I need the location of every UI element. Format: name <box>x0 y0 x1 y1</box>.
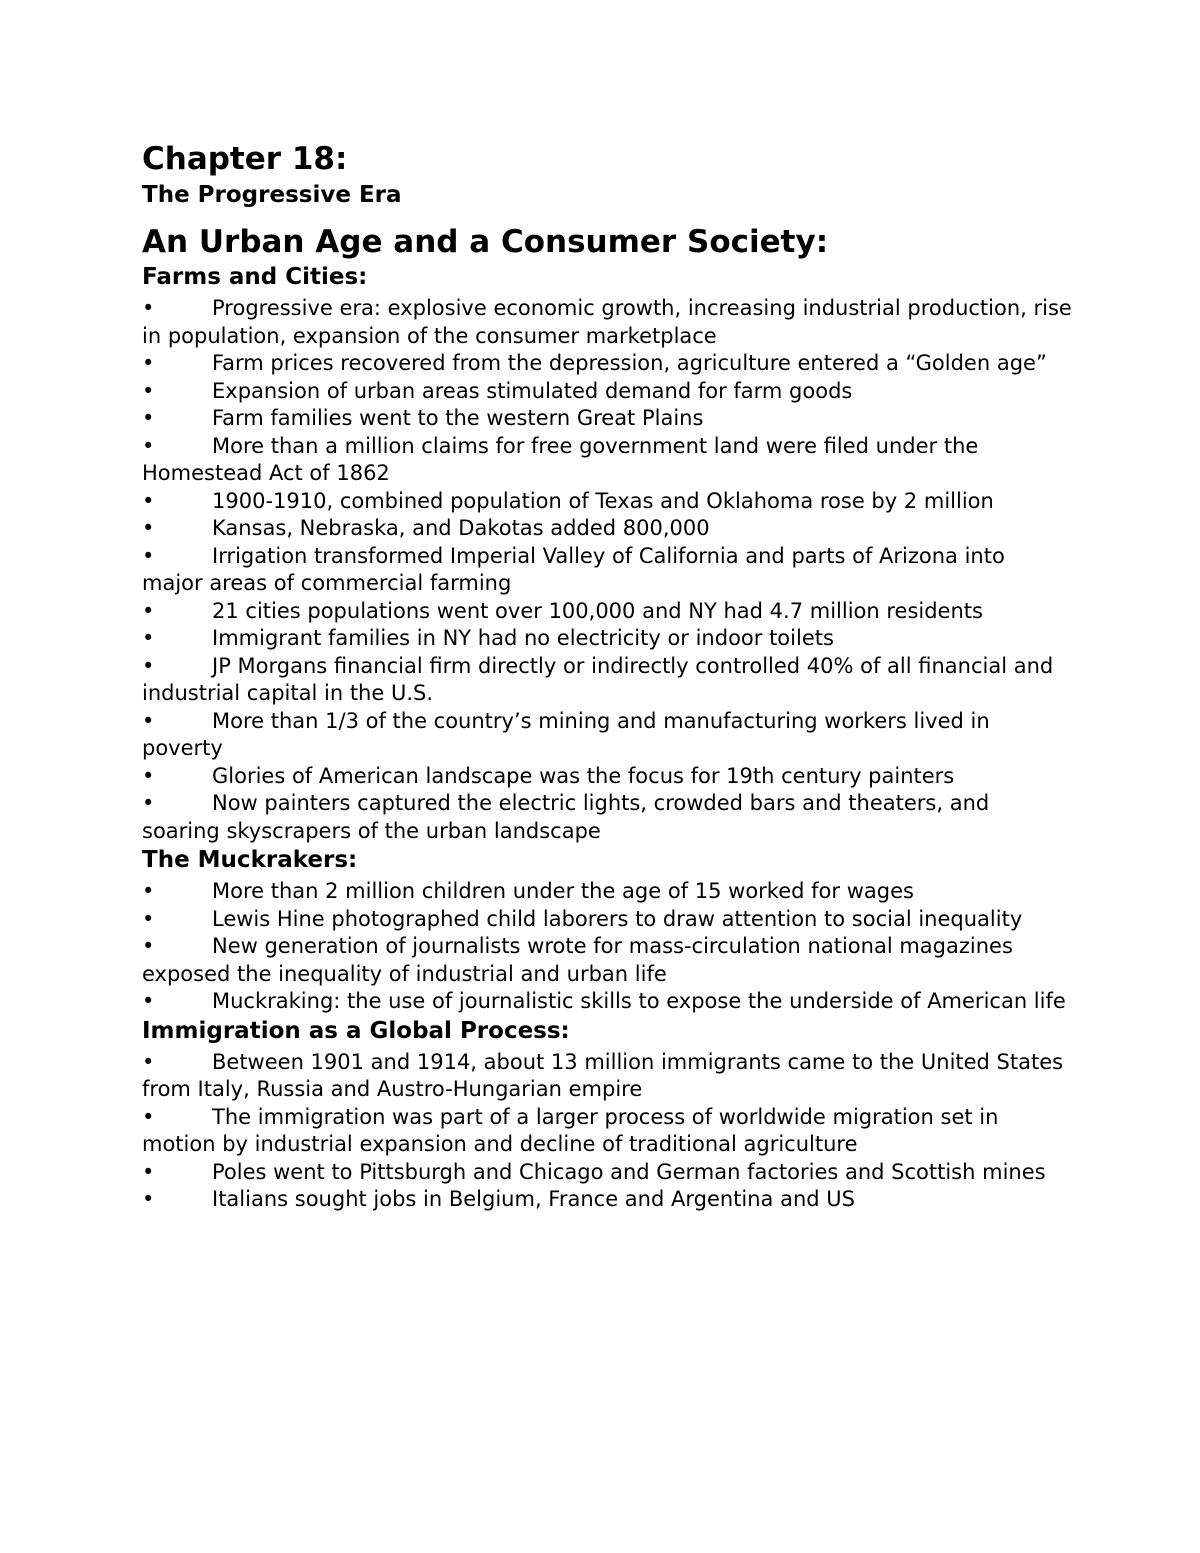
bullet-icon: • <box>142 516 155 540</box>
list-item <box>142 350 1072 378</box>
bullet-icon: • <box>142 1187 155 1211</box>
list-item-text: Poles went to Pittsburgh and Chicago and German factories and Scottish mines <box>212 1159 1046 1184</box>
list-item <box>142 1159 1072 1187</box>
chapter-title: Chapter 18: <box>142 141 348 177</box>
list-item <box>142 488 1072 516</box>
list-item-text: Lewis Hine photographed child laborers to draw attention to social inequality <box>212 906 1023 931</box>
bullet-icon: • <box>142 351 155 375</box>
list-item-text: Expansion of urban areas stimulated demand for farm goods <box>212 378 853 403</box>
bullet-icon: • <box>142 879 155 903</box>
list-item-text: Immigrant families in NY had no electricity or indoor toilets <box>212 626 834 650</box>
bullet-icon: • <box>142 906 155 931</box>
list-item-text: More than 1/3 of the country’s mining and manufacturing workers lived in poverty <box>142 708 990 760</box>
list-item <box>142 295 1072 350</box>
chapter-subtitle: The Progressive Era <box>142 182 402 208</box>
list-item-text: Farm prices recovered from the depression, agriculture entered a “Golden age” <box>212 351 1047 375</box>
subsection-heading: The Muckrakers: <box>142 847 358 873</box>
list-item-text: 21 cities populations went over 100,000 and NY had 4.7 million residents <box>212 598 983 623</box>
list-item-text: Irrigation transformed Imperial Valley of California and parts of Arizona into major areas of commercial farming <box>142 543 1005 595</box>
list-item-text: Italians sought jobs in Belgium, France and Argentina and US <box>212 1187 855 1211</box>
list-item <box>142 933 1072 988</box>
list-item-text: Progressive era: explosive economic growth, increasing industrial production, rise in population, expansion of the consumer marketplace <box>142 296 1072 348</box>
list-item-text: The immigration was part of a larger process of worldwide migration set in motion by industrial expansion and decline of traditional agriculture <box>142 1104 999 1156</box>
subsection-farms-and-cities <box>142 262 1072 845</box>
list-item <box>142 790 1072 845</box>
subsection-heading: Immigration as a Global Process: <box>142 1017 570 1044</box>
list-item-text: More than 2 million children under the age of 15 worked for wages <box>212 879 914 903</box>
bullet-icon: • <box>142 626 155 650</box>
list-item-text: Between 1901 and 1914, about 13 million immigrants came to the United States from Italy, Russia and Austro-Hungarian empire <box>142 1049 1064 1101</box>
list-item <box>142 1186 1072 1214</box>
section-title: An Urban Age and a Consumer Society: <box>142 224 829 260</box>
list-item <box>142 515 1072 543</box>
bullet-icon: • <box>142 989 155 1013</box>
subsection-heading: Farms and Cities: <box>142 264 368 290</box>
bullet-icon: • <box>142 1049 155 1074</box>
bullet-icon: • <box>142 543 155 568</box>
document-page <box>142 138 1072 1214</box>
subsection-the-muckrakers <box>142 845 1072 1016</box>
bullet-icon: • <box>142 934 155 958</box>
list-item <box>142 543 1072 598</box>
list-item-text: 1900-1910, combined population of Texas and Oklahoma rose by 2 million <box>212 488 994 513</box>
list-item <box>142 653 1072 708</box>
bullet-list <box>142 1049 1072 1214</box>
list-item-text: New generation of journalists wrote for mass-circulation national magazines exposed the inequality of industrial and urban life <box>142 934 1013 986</box>
list-item <box>142 906 1072 934</box>
list-item-text: Now painters captured the electric lights, crowded bars and theaters, and soaring skyscrapers of the urban landscape <box>142 791 990 843</box>
list-item <box>142 763 1072 791</box>
bullet-list <box>142 295 1072 845</box>
list-item <box>142 405 1072 433</box>
list-item <box>142 1049 1072 1104</box>
bullet-icon: • <box>142 1104 155 1129</box>
list-item <box>142 878 1072 906</box>
subsection-immigration-as-a-global-process <box>142 1016 1072 1214</box>
list-item <box>142 625 1072 653</box>
bullet-icon: • <box>142 763 155 788</box>
list-item <box>142 1104 1072 1159</box>
bullet-icon: • <box>142 598 155 623</box>
list-item-text: More than a million claims for free government land were filed under the Homestead Act of 1862 <box>142 433 979 485</box>
bullet-icon: • <box>142 433 155 458</box>
bullet-icon: • <box>142 791 155 815</box>
bullet-icon: • <box>142 406 155 430</box>
list-item <box>142 433 1072 488</box>
list-item <box>142 708 1072 763</box>
list-item-text: Farm families went to the western Great Plains <box>212 406 704 430</box>
list-item <box>142 378 1072 406</box>
list-item-text: Muckraking: the use of journalistic skills to expose the underside of American life <box>212 989 1066 1013</box>
list-item-text: JP Morgans financial firm directly or indirectly controlled 40% of all financial and industrial capital in the U.S. <box>142 653 1054 705</box>
bullet-icon: • <box>142 653 155 678</box>
list-item <box>142 988 1072 1016</box>
list-item-text: Kansas, Nebraska, and Dakotas added 800,000 <box>212 516 710 540</box>
bullet-icon: • <box>142 378 155 403</box>
list-item-text: Glories of American landscape was the focus for 19th century painters <box>212 763 955 788</box>
list-item <box>142 598 1072 626</box>
bullet-icon: • <box>142 488 155 513</box>
bullet-icon: • <box>142 296 155 320</box>
bullet-list <box>142 878 1072 1016</box>
bullet-icon: • <box>142 1159 155 1184</box>
bullet-icon: • <box>142 708 155 733</box>
